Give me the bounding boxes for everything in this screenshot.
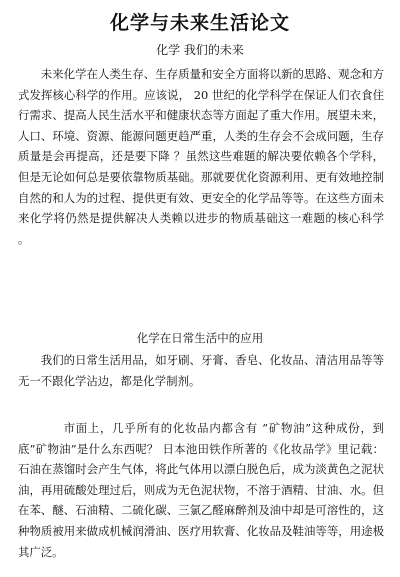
section-heading: 化学在日常生活中的应用 — [136, 331, 264, 345]
paragraph-mineral-oil: 市面上，几乎所有的化妆品内都含有 ”矿物油”这种成份，到底”矿物油”是什么东西呢？ 日本池田铁作所著的《化妆品学》里记载：石油在蒸馏时会产生气体，将此气体用以漂白脱色后，成为淡黄色之泥状油，再用硫酸处理过后，则成为无色泥状物，不溶于酒精、甘油、水。但在苯、醚、石油精、二硫化碳、三氯乙醛麻醉剂及油中却是可溶性的，这种物质被用来做成机械润滑油、医疗用软膏、化妆品及鞋油等等，用途极其广泛。 — [18, 421, 384, 559]
document-subtitle: 化学 我们的未来 — [156, 43, 244, 57]
document-title: 化学与未来生活论文 — [109, 12, 290, 34]
paragraph-daily-products: 我们的日常生活用品，如牙刷、牙膏、香皂、化妆品、清洁用品等等无一不跟化学沾边，都是化学制剂。 — [18, 353, 384, 388]
paragraph-future-chemistry: 未来化学在人类生存、生存质量和安全方面将以新的思路、观念和方式发挥核心科学的作用。应该说， 20 世纪的化学科学在保证人们衣食住行需求、提高人民生活水平和健康状态等方面起了重大作用。展望未来，人口、环境、资源、能源问题更趋严重，人类的生存会不会成问题，生存质量是会再提高，还是要下降 ？虽然这些难题的解决要依赖各个学科，但是无论如何总是要依靠物质基础。那就要优化资源利用、更有效地控制自然的和人为的过程、提供更有效、更安全的化学品等等。在这些方面未来化学将仍然是提供解决人类赖以进步的物质基础这一难题的核心科学 。 — [18, 67, 384, 246]
